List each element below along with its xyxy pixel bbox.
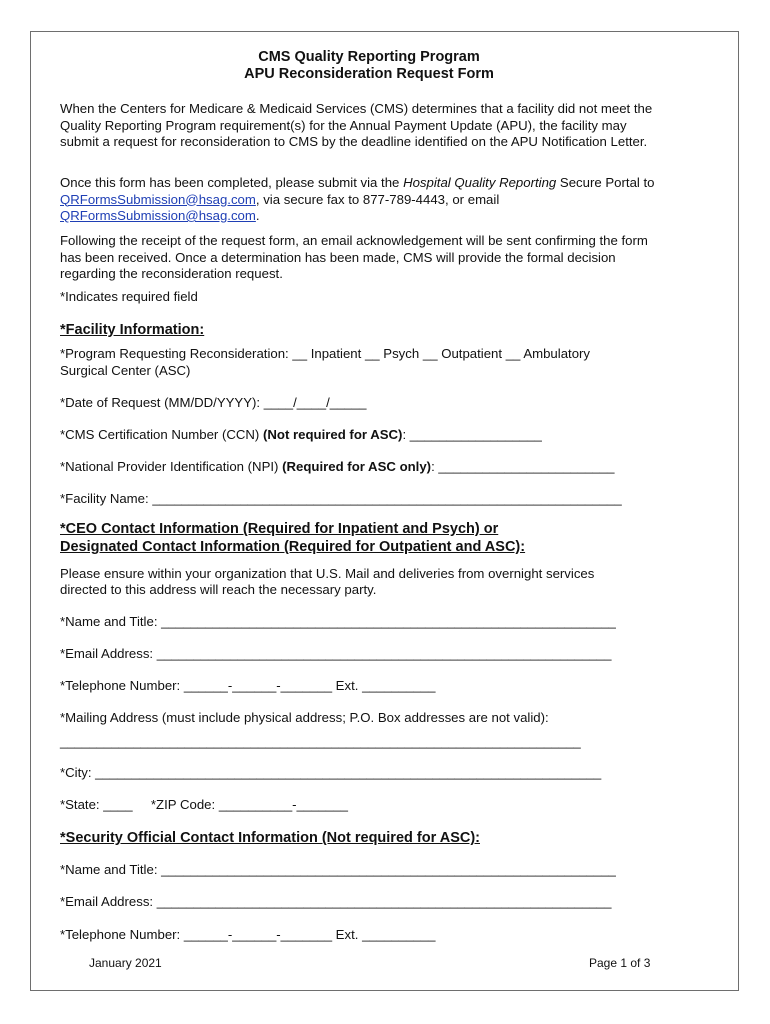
ccn-field[interactable] [60,427,542,444]
submission-paragraph [60,175,660,225]
security-official-heading: *Security Official Contact Information (Not required for ASC): [60,830,480,846]
facility-info-heading: *Facility Information: [60,322,205,338]
acknowledgement-paragraph: Following the receipt of the request form, an email acknowledgement will be sent confirming the form has been received. Once a determination has been made, CMS will provide the formal decision regarding the reconsideration request. [60,233,648,281]
mail-note-line2: directed to this address will reach the necessary party. [60,582,377,597]
submission-text-end: . [255,208,260,223]
program-field-line2: Surgical Center (ASC) [60,363,191,378]
state-zip-field[interactable]: *State: ____ *ZIP Code: __________-_______ [60,797,348,812]
program-field-line1[interactable]: *Program Requesting Reconsideration: __ Inpatient __ Psych __ Outpatient __ Ambulatory [60,346,591,361]
ceo-name-title-field[interactable]: *Name and Title: ______________________________________________________________ [60,614,616,629]
ceo-contact-heading-line2: Designated Contact Information (Required for Outpatient and ASC): [60,539,526,555]
security-email-field[interactable]: *Email Address: ______________________________________________________________ [60,894,612,909]
intro-paragraph: When the Centers for Medicare & Medicaid Services (CMS) determines that a facility did not meet the Quality Reporting Program requirement(s) for the Annual Payment Update (APU), the facility may submit a request for reconsideration to CMS by the deadline identified on the APU Notification Letter. [60,101,653,149]
npi-blank[interactable]: : ________________________ [431,459,615,474]
city-field[interactable]: *City: _____________________________________________________________________ [60,765,602,780]
portal-email-link[interactable]: QRFormsSubmission@hsag.com [60,191,256,207]
submission-text-fax: , via secure fax to 877-789-4443, or email [255,191,500,207]
submission-text-start: Once this form has been completed, please submit via the [60,175,404,190]
submission-text-portal: Secure Portal to [556,175,655,190]
ccn-label: *CMS Certification Number (CCN) [60,427,263,442]
form-title-line2: APU Reconsideration Request Form [244,66,494,82]
email-link[interactable]: QRFormsSubmission@hsag.com [60,208,256,223]
ceo-email-field[interactable]: *Email Address: ______________________________________________________________ [60,646,612,661]
mailing-address-blank[interactable]: _______________________________________________________________________ [60,734,581,749]
ccn-qualifier: (Not required for ASC) [262,427,403,442]
npi-qualifier: (Required for ASC only) [282,459,432,474]
security-name-title-field[interactable]: *Name and Title: ______________________________________________________________ [60,862,616,877]
date-of-request-field[interactable]: *Date of Request (MM/DD/YYYY): ____/____/_____ [60,395,367,410]
ceo-telephone-field[interactable]: *Telephone Number: ______-______-_______ Ext. __________ [60,678,436,693]
npi-label: *National Provider Identification (NPI) [60,459,283,474]
mail-note-line1: Please ensure within your organization that U.S. Mail and deliveries from overnight services [60,566,595,581]
npi-field[interactable] [60,459,614,476]
form-title-line1: CMS Quality Reporting Program [258,49,480,65]
portal-name: Hospital Quality Reporting [403,175,557,190]
facility-name-field[interactable]: *Facility Name: ________________________________________________________________ [60,491,622,506]
mailing-address-label: *Mailing Address (must include physical address; P.O. Box addresses are not valid): [60,710,549,725]
ccn-blank[interactable]: : __________________ [402,427,542,442]
footer-page-number: Page 1 of 3 [589,956,651,970]
ceo-contact-heading-line1: *CEO Contact Information (Required for Inpatient and Psych) or [60,521,499,537]
required-field-note: *Indicates required field [60,289,198,304]
security-telephone-field[interactable]: *Telephone Number: ______-______-_______ Ext. __________ [60,927,436,942]
footer-date: January 2021 [89,956,162,970]
